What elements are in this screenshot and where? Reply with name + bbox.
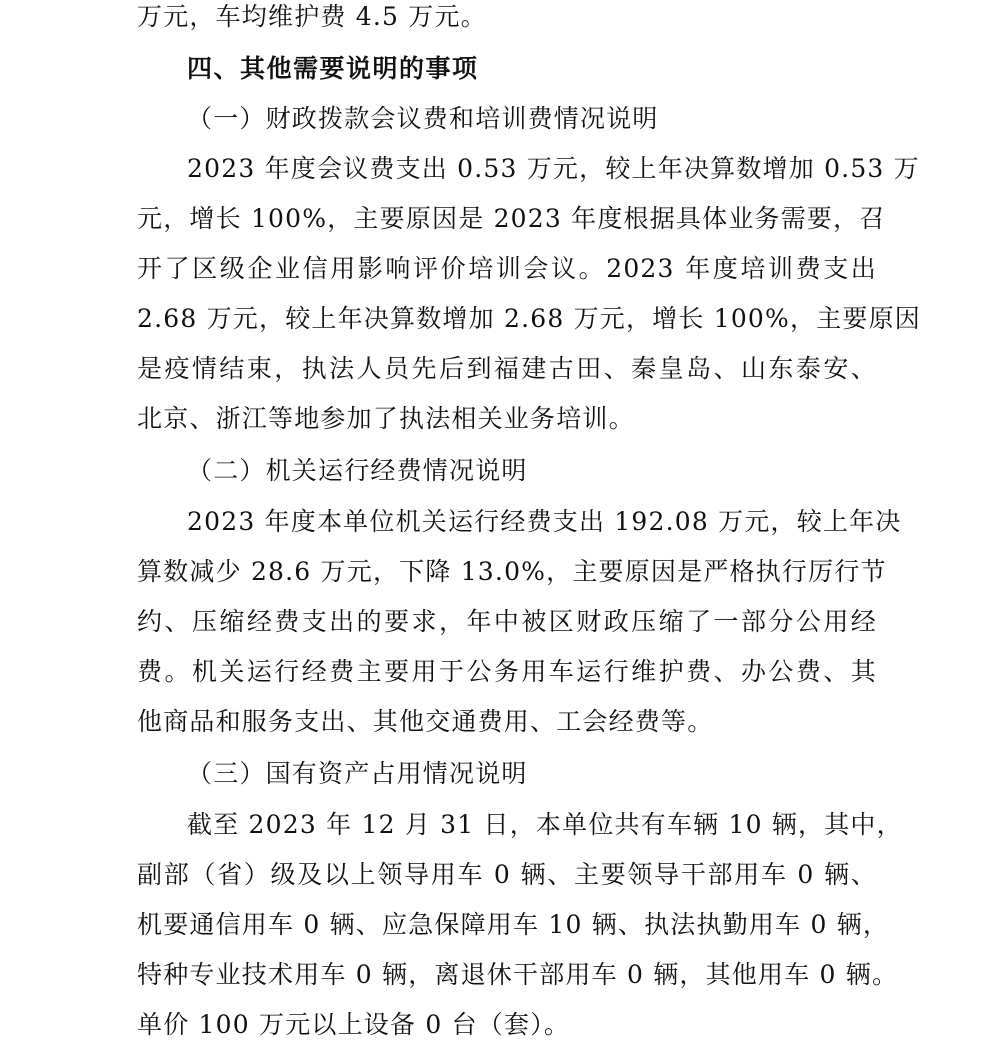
paragraph-line: 费。机关运行经费主要用于公务用车运行维护费、办公费、其	[137, 657, 877, 686]
paragraph-line: 算数减少 28.6 万元，下降 13.0%，主要原因是严格执行厉行节	[137, 557, 887, 586]
paragraph-line: 机要通信用车 0 辆、应急保障用车 10 辆、执法执勤用车 0 辆，	[137, 910, 890, 939]
paragraph-line: 截至 2023 年 12 月 31 日，本单位共有车辆 10 辆，其中，	[187, 810, 903, 839]
paragraph-line: 北京、浙江等地参加了执法相关业务培训。	[137, 404, 635, 433]
paragraph-line: 他商品和服务支出、其他交通费用、工会经费等。	[137, 707, 714, 736]
paragraph-line: 副部（省）级及以上领导用车 0 辆、主要领导干部用车 0 辆、	[137, 860, 877, 889]
paragraph-line: 元，增长 100%，主要原因是 2023 年度根据具体业务需要，召	[137, 204, 886, 233]
paragraph-line: 2023 年度本单位机关运行经费支出 192.08 万元，较上年决	[187, 507, 902, 536]
text-line: 万元，车均维护费 4.5 万元。	[137, 2, 487, 31]
paragraph-line: 特种专业技术用车 0 辆，离退休干部用车 0 辆，其他用车 0 辆。	[137, 960, 899, 989]
paragraph-line: 2.68 万元，较上年决算数增加 2.68 万元，增长 100%，主要原因	[137, 304, 921, 333]
paragraph-line: 开了区级企业信用影响评价培训会议。2023 年度培训费支出	[137, 254, 877, 283]
subsection-heading: （二）机关运行经费情况说明	[187, 456, 528, 485]
section-heading: 四、其他需要说明的事项	[187, 54, 479, 83]
paragraph-line: 单价 100 万元以上设备 0 台（套）。	[137, 1010, 571, 1039]
paragraph-line: 是疫情结束，执法人员先后到福建古田、秦皇岛、山东泰安、	[137, 354, 877, 383]
subsection-heading: （三）国有资产占用情况说明	[187, 759, 528, 788]
paragraph-line: 2023 年度会议费支出 0.53 万元，较上年决算数增加 0.53 万	[187, 154, 920, 183]
paragraph-line: 约、压缩经费支出的要求，年中被区财政压缩了一部分公用经	[137, 607, 877, 636]
subsection-heading: （一）财政拨款会议费和培训费情况说明	[187, 104, 659, 133]
